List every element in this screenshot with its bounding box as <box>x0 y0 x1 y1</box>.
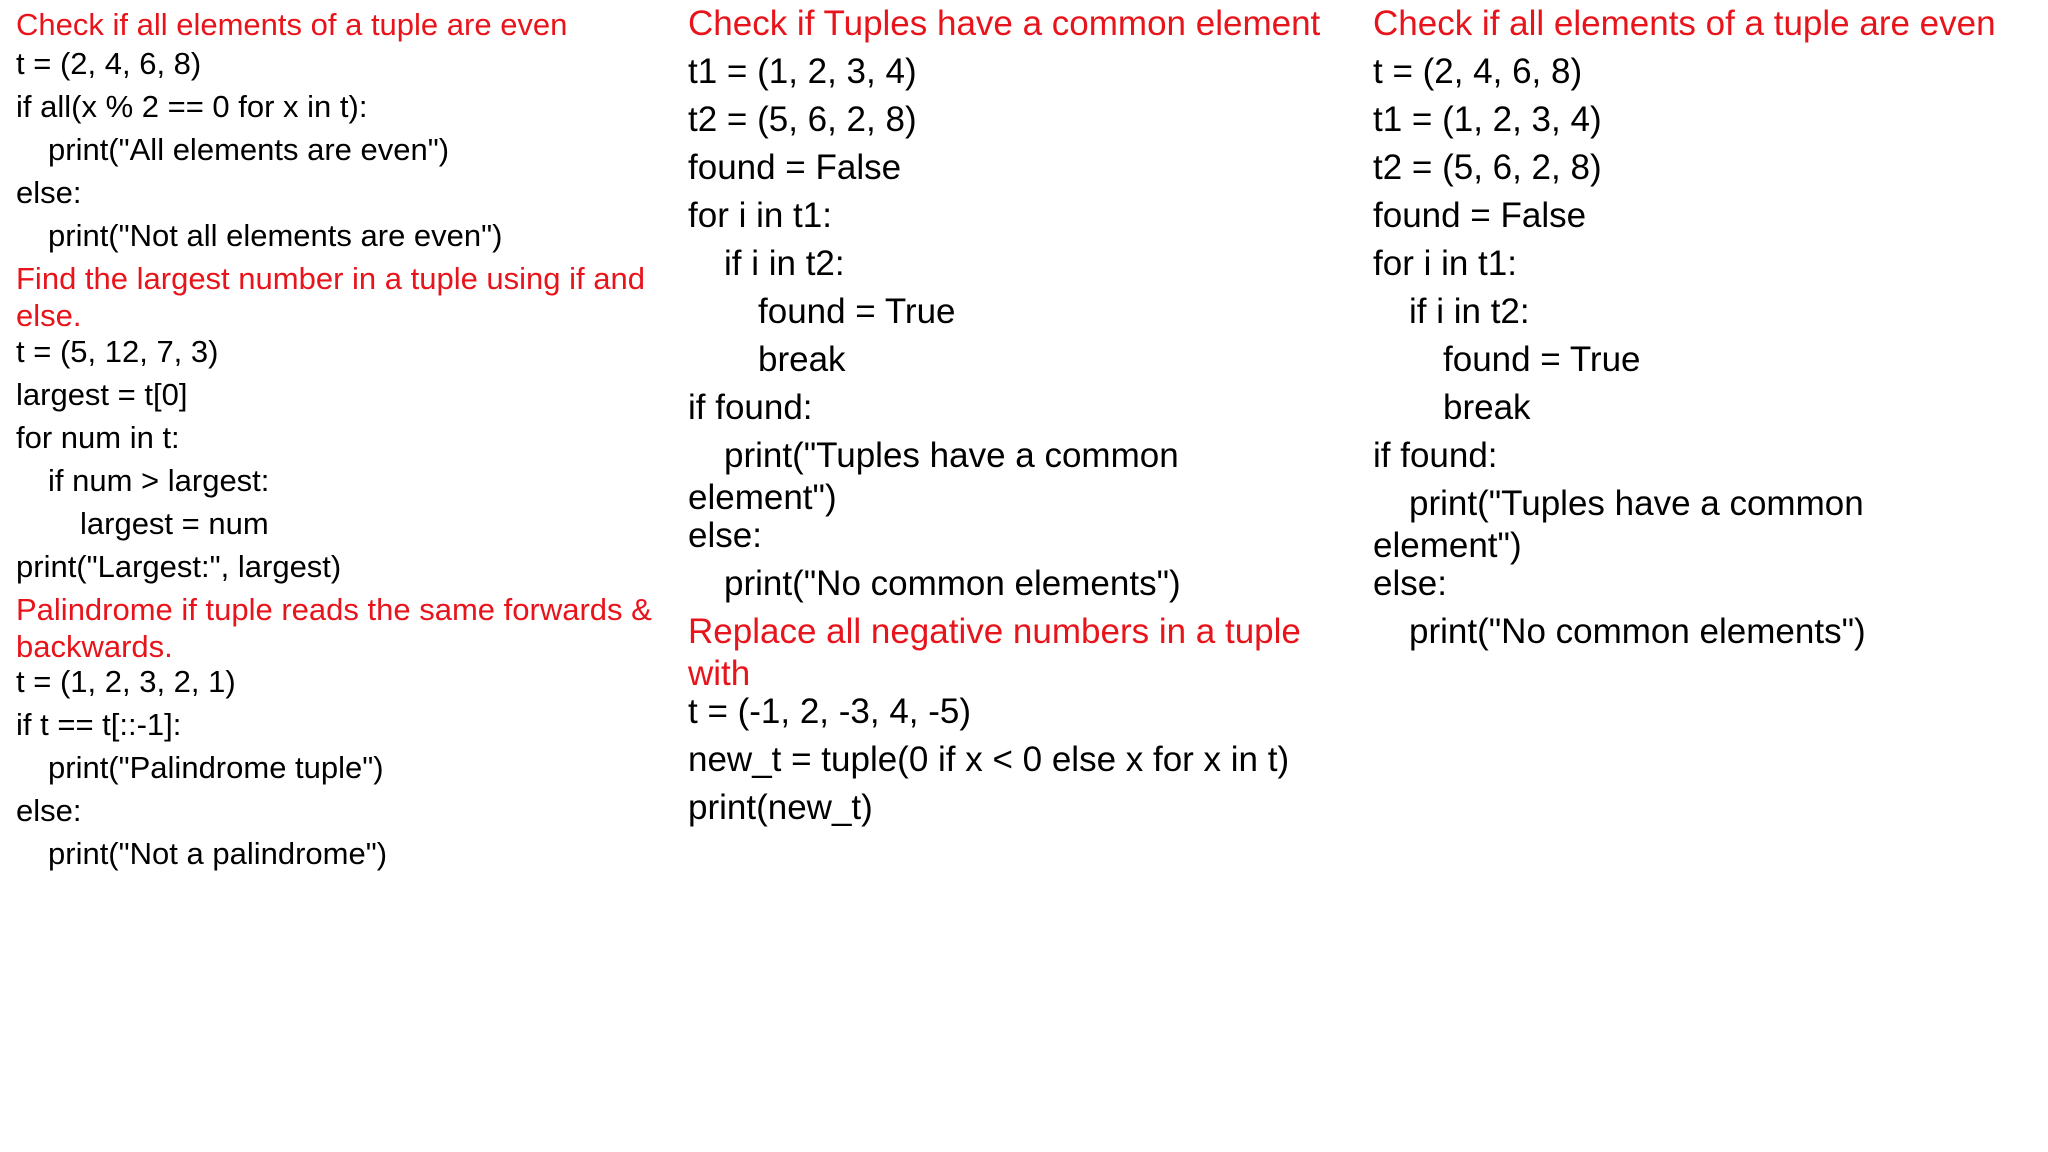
code-line: break <box>1443 388 1531 427</box>
code-line: largest = num <box>80 506 269 541</box>
code-line: t2 = (5, 6, 2, 8) <box>688 100 917 139</box>
code-line: if i in t2: <box>724 244 845 283</box>
code-line: if found: <box>688 388 813 427</box>
code-line: print("Not all elements are even") <box>48 218 503 253</box>
code-line: for i in t1: <box>1373 244 1517 283</box>
code-line: t1 = (1, 2, 3, 4) <box>688 52 917 91</box>
code-line: largest = t[0] <box>16 377 188 412</box>
code-line: t = (2, 4, 6, 8) <box>16 46 202 81</box>
section-heading-common-element: Check if Tuples have a common element <box>688 4 1321 43</box>
section-heading-even-check-2: Check if all elements of a tuple are even <box>1373 4 1996 43</box>
code-line: else: <box>16 793 82 828</box>
code-line: print("Tuples have a common element") <box>688 436 1179 517</box>
code-line: print("Palindrome tuple") <box>48 750 384 785</box>
code-line: if all(x % 2 == 0 for x in t): <box>16 89 368 124</box>
section-heading-largest-number: Find the largest number in a tuple using if and else. <box>16 261 645 333</box>
code-line: for i in t1: <box>688 196 832 235</box>
code-line: t2 = (5, 6, 2, 8) <box>1373 148 1602 187</box>
code-line: print("Largest:", largest) <box>16 549 342 584</box>
code-line: print("Tuples have a common element") <box>1373 484 1864 565</box>
code-line: else: <box>1373 564 1447 603</box>
code-line: found = True <box>1443 340 1641 379</box>
code-line: found = True <box>758 292 956 331</box>
code-line: for num in t: <box>16 420 180 455</box>
code-line: print("No common elements") <box>1409 612 1866 651</box>
code-line: if t == t[::-1]: <box>16 707 182 742</box>
code-line: found = False <box>1373 196 1587 235</box>
code-line: found = False <box>688 148 902 187</box>
section-heading-palindrome: Palindrome if tuple reads the same forwards & backwards. <box>16 592 652 664</box>
code-line: print(new_t) <box>688 788 873 827</box>
code-line: print("All elements are even") <box>48 132 450 167</box>
code-line: t = (5, 12, 7, 3) <box>16 334 219 369</box>
section-heading-even-check: Check if all elements of a tuple are even <box>16 7 568 42</box>
code-line: if found: <box>1373 436 1498 475</box>
code-line: t = (2, 4, 6, 8) <box>1373 52 1583 91</box>
code-line: print("Not a palindrome") <box>48 836 388 871</box>
code-line: print("No common elements") <box>724 564 1181 603</box>
code-line: else: <box>16 175 82 210</box>
code-line: break <box>758 340 846 379</box>
code-line: if num > largest: <box>48 463 270 498</box>
code-line: else: <box>688 516 762 555</box>
section-heading-replace-negatives: Replace all negative numbers in a tuple with <box>688 612 1301 693</box>
code-line: t = (1, 2, 3, 2, 1) <box>16 664 236 699</box>
code-line: t1 = (1, 2, 3, 4) <box>1373 100 1602 139</box>
code-line: new_t = tuple(0 if x < 0 else x for x in t) <box>688 740 1290 779</box>
code-line: if i in t2: <box>1409 292 1530 331</box>
code-line: t = (-1, 2, -3, 4, -5) <box>688 692 972 731</box>
